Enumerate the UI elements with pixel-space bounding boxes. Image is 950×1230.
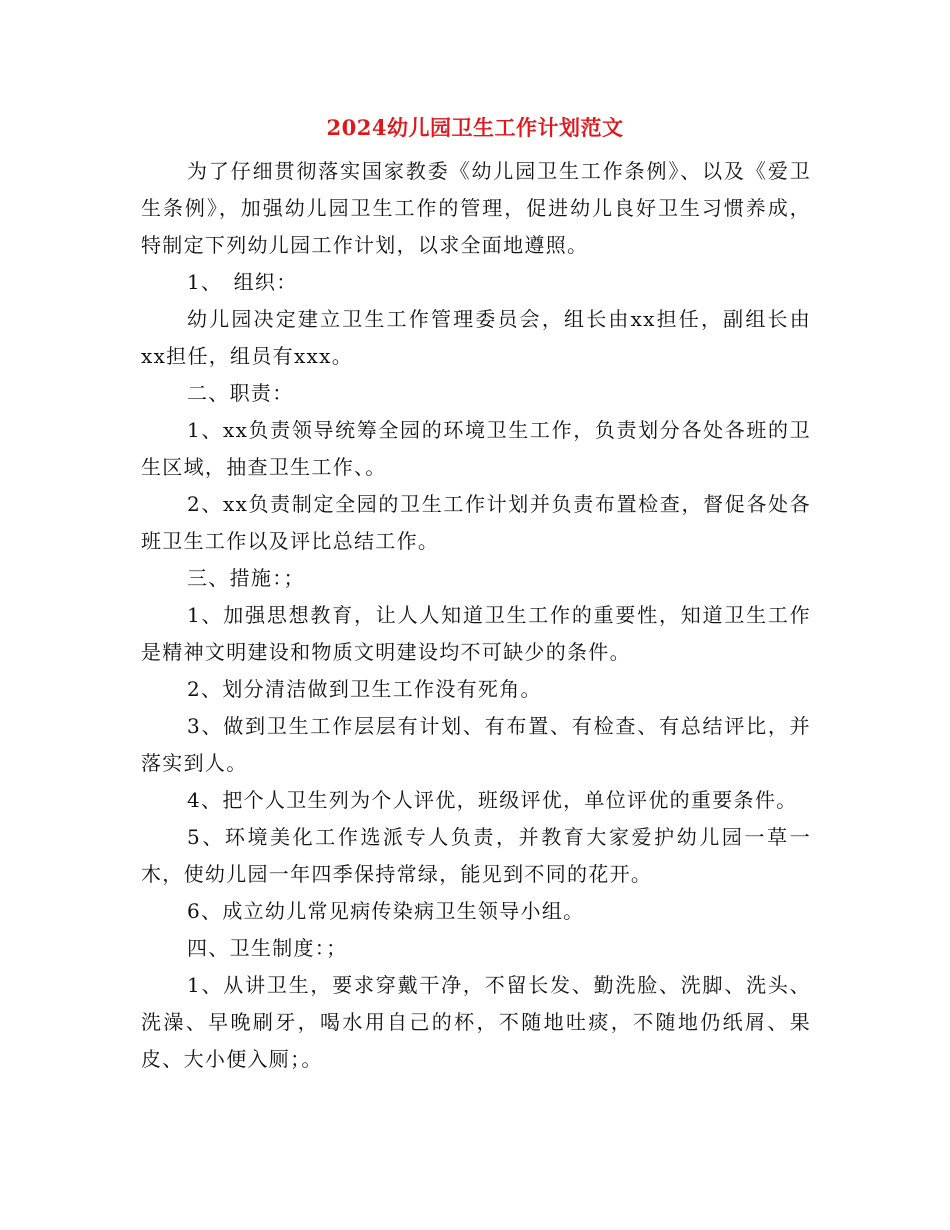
paragraph-organization: 幼儿园决定建立卫生工作管理委员会，组长由xx担任，副组长由xx担任，组员有xxx。 bbox=[141, 307, 811, 368]
section-heading-measures: 三、措施：； bbox=[187, 566, 305, 590]
paragraph-measure-1: 1、加强思想教育，让人人知道卫生工作的重要性，知道卫生工作是精神文明建设和物质文明建设均不可缺少的条件。 bbox=[141, 603, 811, 664]
paragraph-duty-2: 2、xx负责制定全园的卫生工作计划并负责布置检查，督促各处各班卫生工作以及评比总结工作。 bbox=[141, 492, 811, 553]
paragraph-intro: 为了仔细贯彻落实国家教委《幼儿园卫生工作条例》、以及《爱卫生条例》，加强幼儿园卫生工作的管理，促进幼儿良好卫生习惯养成，特制定下列幼儿园工作计划，以求全面地遵照。 bbox=[141, 159, 811, 257]
paragraph-measure-2: 2、划分清洁做到卫生工作没有死角。 bbox=[187, 677, 542, 701]
document-body bbox=[141, 153, 811, 1078]
paragraph-measure-5: 5、环境美化工作选派专人负责，并教育大家爱护幼儿园一草一木，使幼儿园一年四季保持常绿，能见到不同的花开。 bbox=[141, 825, 811, 886]
document-title: 2024幼儿园卫生工作计划范文 bbox=[326, 115, 624, 140]
paragraph-duty-1: 1、xx负责领导统筹全园的环境卫生工作，负责划分各处各班的卫生区域，抽查卫生工作、。 bbox=[141, 418, 811, 479]
paragraph-measure-4: 4、把个人卫生列为个人评优，班级评优，单位评优的重要条件。 bbox=[187, 788, 798, 812]
section-heading-duties: 二、职责： bbox=[187, 381, 294, 405]
section-heading-organization: 1、 组织： bbox=[187, 270, 298, 294]
paragraph-rule-1: 1、从讲卫生，要求穿戴干净，不留长发、勤洗脸、洗脚、洗头、洗澡、早晚刷牙，喝水用自己的杯，不随地吐痰，不随地仍纸屑、果皮、大小便入厕；。 bbox=[141, 973, 811, 1071]
section-heading-rules: 四、卫生制度：； bbox=[187, 936, 348, 960]
paragraph-measure-3: 3、做到卫生工作层层有计划、有布置、有检查、有总结评比，并落实到人。 bbox=[141, 714, 811, 775]
paragraph-measure-6: 6、成立幼儿常见病传染病卫生领导小组。 bbox=[187, 899, 585, 923]
